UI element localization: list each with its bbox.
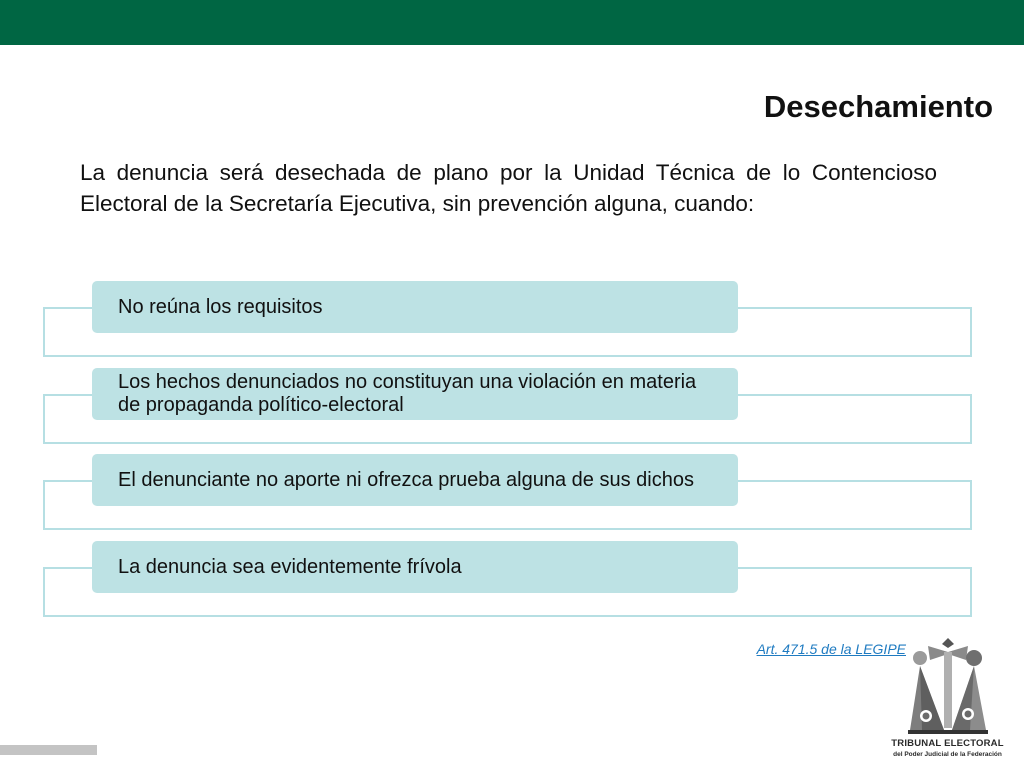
logo-name: TRIBUNAL ELECTORAL (891, 738, 1004, 749)
list-item-label: No reúna los requisitos (92, 281, 738, 333)
slide-title: Desechamiento (763, 89, 993, 124)
list-item (43, 541, 972, 653)
tribunal-logo (890, 638, 1005, 763)
list-item-label: La denuncia sea evidentemente frívola (92, 541, 738, 593)
footer-strip (0, 745, 97, 755)
legal-reference-link[interactable]: Art. 471.5 de la LEGIPE (756, 641, 906, 657)
intro-paragraph: La denuncia será desechada de plano por la Unidad Técnica de lo Contencioso Electoral de la Secretaría Ejecutiva, sin prevención alguna, cuando: (80, 160, 937, 216)
header-bar (0, 0, 1024, 45)
tribunal-electoral-emblem-icon (908, 638, 988, 736)
logo-subtitle: del Poder Judicial de la Federación (893, 751, 1002, 758)
list-item-label: El denunciante no aporte ni ofrezca prueba alguna de sus dichos (92, 454, 738, 506)
list-item-label: Los hechos denunciados no constituyan una violación en materia de propaganda político-electoral (92, 368, 738, 420)
